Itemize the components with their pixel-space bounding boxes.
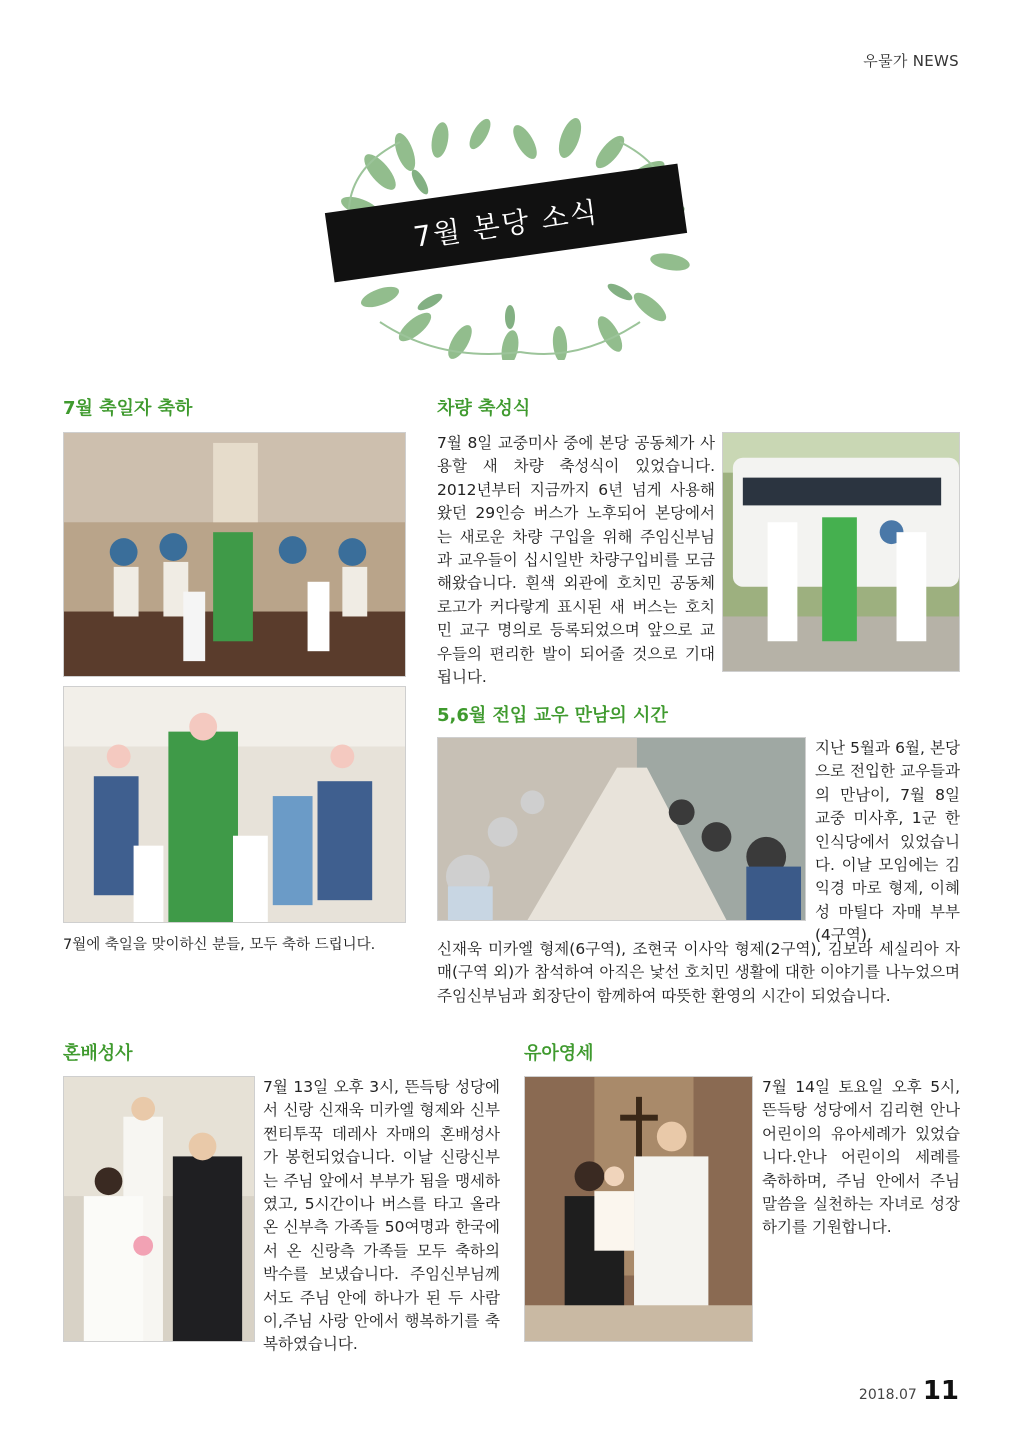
page-footer: [859, 1376, 959, 1406]
baptism-photo: [524, 1076, 753, 1342]
wedding-section-title: 혼배성사: [63, 1043, 133, 1064]
page-title: 7월 본당 소식: [411, 195, 602, 254]
page-number: 11: [922, 1376, 959, 1406]
issue-date: 2018.07: [858, 1387, 917, 1403]
wedding-photo: [63, 1076, 255, 1342]
feast-group-photo-1: [63, 432, 406, 677]
newcomers-article-text-side: 지난 5월과 6월, 본당으로 전입한 교우들과의 만남이, 7월 8일 교중 미사후, 1군 한인식당에서 있었습니다. 이날 모임에는 김익경 마로 형제, 이혜성 마틸다 자매 부부(4구역),: [815, 739, 960, 945]
feast-group-photo-2: [63, 686, 406, 923]
newcomers-meeting-photo: [437, 737, 806, 921]
vehicle-section-title: 차량 축성식: [437, 398, 531, 419]
baptism-article-text: 7월 14일 토요일 오후 5시, 뜬득탕 성당에서 김리현 안나 어린이의 유아세례가 있었습니다.안나 어린이의 세례를 축하하며, 주님 안에서 주님 말씀을 실천하는 자녀로 성장하기를 기원합니다.: [762, 1078, 960, 1237]
vehicle-blessing-photo: [722, 432, 960, 672]
vehicle-article-text: 7월 8일 교중미사 중에 본당 공동체가 사용할 새 차량 축성식이 있었습니다. 2012년부터 지금까지 6년 넘게 사용해 왔던 29인승 버스가 노후되어 본당에서는 새로운 차량 구입을 위해 주임신부님과 교우들이 십시일반 차량구입비를 모금해왔습니다. 흰색 외관에 호치민 공동체 로고가 커다랗게 표시된 새 버스는 호치민 교구 명의로 등록되었으며 앞으로 교우들의 편리한 발이 되어줄 것으로 기대됩니다.: [437, 434, 715, 687]
wedding-article-text: 7월 13일 오후 3시, 뜬득탕 성당에서 신랑 신재욱 미카엘 형제와 신부 쩐티투꾹 데레사 자매의 혼배성사가 봉헌되었습니다. 이날 신랑신부는 주님 앞에서 부부가 됨을 맹세하였고, 5시간이나 버스를 타고 올라온 신부측 가족들 50여명과 한국에서 온 신랑측 가족들 모두 축하의 박수를 보냈습니다. 주임신부님께서도 주님 안에 하나가 된 두 사람이,주님 사랑 안에서 행복하기를 축복하였습니다.: [263, 1078, 500, 1354]
baptism-section-title: 유아영세: [524, 1043, 594, 1064]
section-tag: 우물가 NEWS: [863, 52, 959, 70]
feast-photo-caption: 7월에 축일을 맞이하신 분들, 모두 축하 드립니다.: [63, 937, 376, 953]
newcomers-article-text-bottom: 신재욱 미카엘 형제(6구역), 조현국 이사악 형제(2구역), 김보라 세실리아 자매(구역 외)가 참석하여 아직은 낯선 호치민 생활에 대한 이야기를 나누었으며 주임신부님과 회장단이 함께하여 따뜻한 환영의 시간이 되었습니다.: [437, 940, 960, 1005]
feast-section-title: 7월 축일자 축하: [63, 398, 193, 419]
newcomers-section-title: 5,6월 전입 교우 만남의 시간: [437, 705, 668, 726]
